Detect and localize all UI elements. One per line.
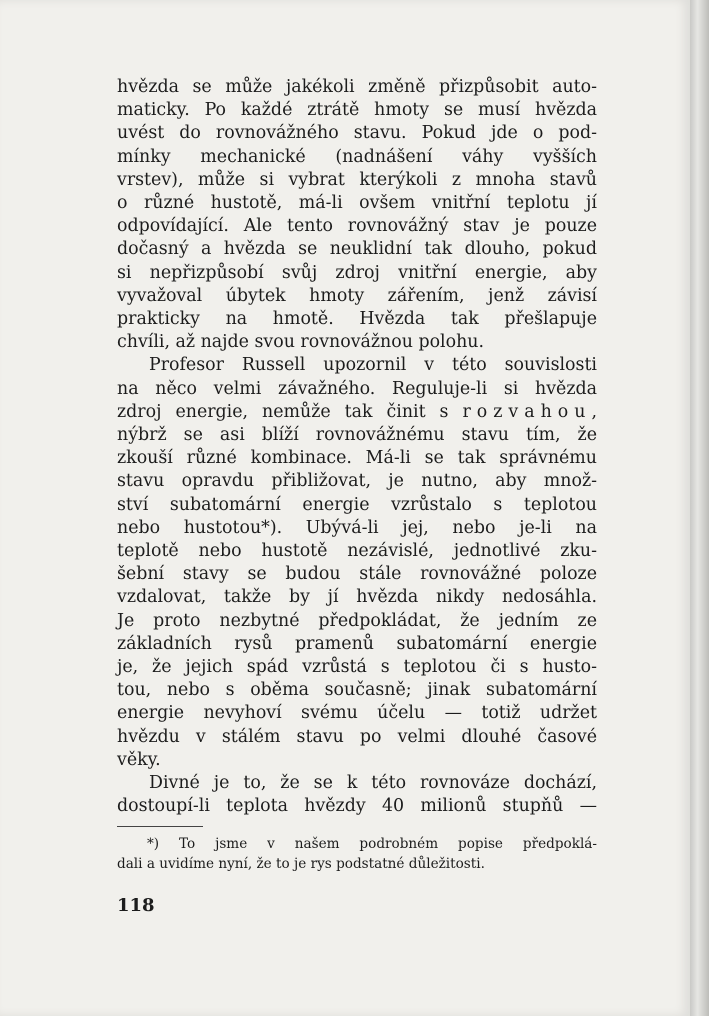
- text-line: vzdalovat, takže by jí hvězda nikdy nedosáhla.: [117, 587, 597, 608]
- spaced-emphasis: rozvahou: [462, 401, 592, 422]
- text-line: tou, nebo s oběma současně; jinak subatomární: [117, 680, 597, 701]
- text-line: si nepřizpůsobí svůj zdroj vnitřní energie, aby: [117, 262, 597, 283]
- paragraph-3: [117, 772, 597, 818]
- footnote-divider: [117, 826, 203, 827]
- text-line: vyvažoval úbytek hmoty zářením, jenž závisí: [117, 285, 597, 306]
- text-segment: zdroj energie, nemůže tak činit s: [117, 401, 463, 422]
- text-line: teplotě nebo hustotě nezávislé, jednotlivé zku-: [117, 541, 597, 562]
- text-line: o různé hustotě, má-li ovšem vnitřní teplotu jí: [117, 193, 597, 214]
- text-line: mínky mechanické (nadnášení váhy vyšších: [117, 146, 597, 167]
- text-line: Je proto nezbytné předpokládat, že jedním ze: [117, 610, 597, 631]
- footnote: [117, 834, 597, 874]
- text-line: maticky. Po každé ztrátě hmoty se musí hvězda: [117, 100, 597, 121]
- text-segment: ,: [591, 401, 597, 422]
- body-text: [117, 76, 597, 819]
- text-line: dočasný a hvězda se neuklidní tak dlouho, pokud: [117, 239, 597, 260]
- footnote-line: *) To jsme v našem podrobném popise předpoklá-: [147, 836, 597, 852]
- text-line: Profesor Russell upozornil v této souvislosti: [149, 355, 597, 376]
- text-line: stavu opravdu přibližovat, je nutno, aby množ-: [117, 471, 597, 492]
- text-line: zkouší různé kombinace. Má-li se tak správnému: [117, 448, 597, 469]
- text-line: vrstev), může si vybrat kterýkoli z mnoha stavů: [117, 169, 597, 190]
- text-line: základních rysů pramenů subatomární energie: [117, 633, 597, 654]
- paragraph-2: [117, 354, 597, 772]
- text-line: věky.: [117, 749, 161, 770]
- text-line: [117, 401, 597, 424]
- text-line: ství subatomární energie vzrůstalo s teplotou: [117, 494, 597, 515]
- text-line: šební stavy se budou stále rovnovážné poloze: [117, 564, 597, 585]
- text-line: dostoupí-li teplota hvězdy 40 milionů stupňů —: [117, 796, 597, 817]
- text-line: hvězdu v stálém stavu po velmi dlouhé časové: [117, 726, 597, 747]
- text-line: energie nevyhoví svému účelu — totiž udržet: [117, 703, 597, 724]
- text-line: odpovídající. Ale tento rovnovážný stav je pouze: [117, 216, 597, 237]
- text-line: na něco velmi závažného. Reguluje-li si hvězda: [117, 378, 597, 399]
- page-number: 118: [117, 895, 155, 916]
- text-line: prakticky na hmotě. Hvězda tak přešlapuje: [117, 309, 597, 330]
- text-line: nebo hustotou*). Ubývá-li jej, nebo je-li na: [117, 517, 597, 538]
- page-edge: [690, 0, 709, 1016]
- text-line: uvést do rovnovážného stavu. Pokud jde o pod-: [117, 123, 597, 144]
- paragraph-1: [117, 76, 597, 354]
- text-line: nýbrž se asi blíží rovnovážnému stavu tím, že: [117, 425, 597, 446]
- text-line: je, že jejich spád vzrůstá s teplotou či s husto-: [117, 657, 597, 678]
- text-line: chvíli, až najde svou rovnovážnou polohu.: [117, 332, 485, 353]
- footnote-line: dali a uvidíme nyní, že to je rys podstatné důležitosti.: [117, 856, 485, 872]
- text-line: Divné je to, že se k této rovnováze dochází,: [149, 773, 597, 794]
- text-line: hvězda se může jakékoli změně přizpůsobit auto-: [117, 77, 597, 97]
